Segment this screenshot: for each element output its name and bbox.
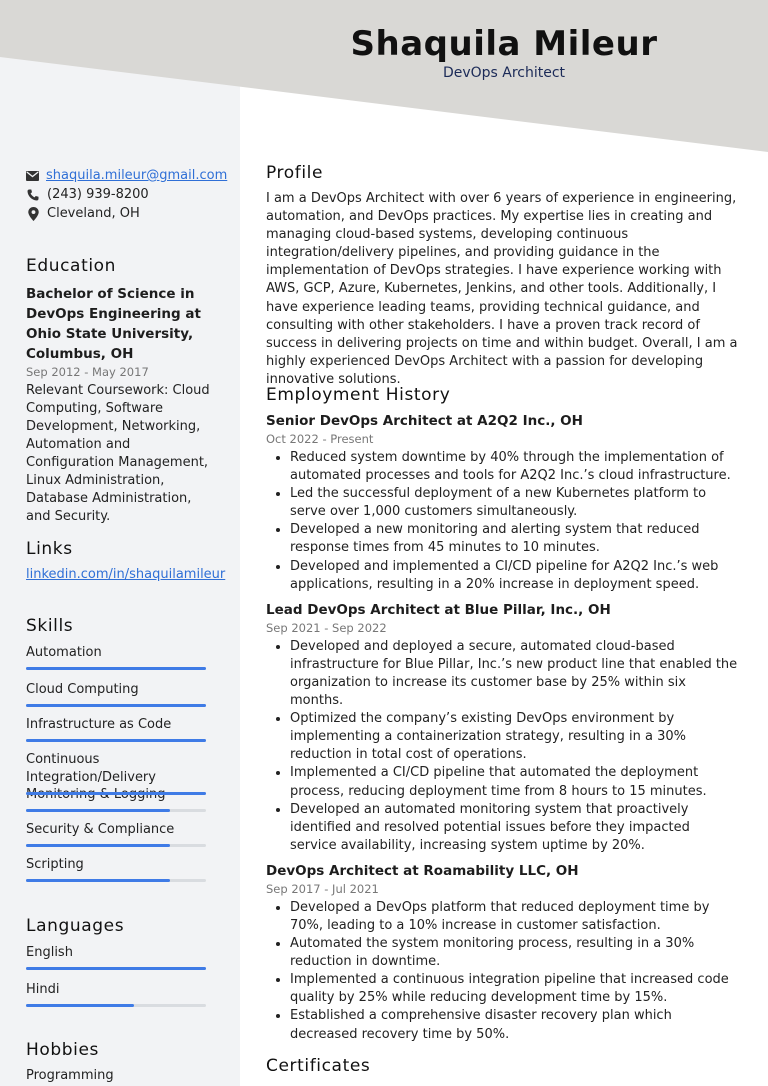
skill-label: Infrastructure as Code [26,717,172,732]
job-bullets [266,899,738,1044]
level-fill [26,967,206,970]
job-entry [266,600,738,855]
level-fill [26,739,206,742]
envelope-icon [26,169,39,183]
job-entry [266,861,738,1044]
job-title: DevOps Architect at Roamability LLC, OH [266,862,579,879]
candidate-name: Shaquila Mileur [350,24,658,64]
job-bullet: • Developed a DevOps platform that reduced deployment time by 70%, leading to a 10% increase in customer satisfaction. [290,899,738,935]
employment-section [266,385,738,1044]
job-bullet: • Automated the system monitoring process, resulting in a 30% reduction in downtime. [290,935,738,971]
linkedin-link[interactable]: linkedin.com/in/shaquilamileur [26,567,226,582]
skills-list [26,636,218,881]
level-fill [26,879,170,882]
contact-phone-row [26,185,218,204]
language-level-bar [26,967,206,970]
skills-heading: Skills [26,616,74,636]
languages-section [26,916,218,1006]
skill-label: Automation [26,645,102,660]
level-fill [26,792,206,795]
language-label: English [26,945,73,960]
education-section [26,256,218,526]
job-bullet: • Developed and implemented a CI/CD pipeline for A2Q2 Inc.’s web applications, resulting in a 20% increase in deployment speed. [290,558,738,594]
language-level-bar [26,1004,206,1007]
job-title: Lead DevOps Architect at Blue Pillar, Inc., OH [266,601,611,618]
links-section [26,539,226,582]
level-fill [26,704,206,707]
job-bullet: • Developed and deployed a secure, automated cloud-based infrastructure for Blue Pillar, Inc.’s new product line that enabled the organization to increase its customer base by 25% within six months. [290,638,738,710]
skill-level-bar [26,879,206,882]
language-label: Hindi [26,982,60,997]
skill-label: Scripting [26,857,84,872]
profile-section [266,163,738,389]
job-dates: Sep 2017 - Jul 2021 [266,881,379,896]
location-text: Cleveland, OH [47,206,140,221]
hobbies-heading: Hobbies [26,1040,100,1060]
level-fill [26,844,170,847]
job-entry [266,411,738,594]
education-coursework: Relevant Coursework: Cloud Computing, Software Development, Networking, Automation and Configuration Management, Linux Administration, Database Administration, and Security. [26,383,210,524]
education-heading: Education [26,256,117,276]
skill-level-bar [26,667,206,670]
skill-item [26,706,218,741]
job-dates: Sep 2021 - Sep 2022 [266,620,387,635]
phone-icon [26,188,40,202]
skill-label: Cloud Computing [26,682,139,697]
profile-heading: Profile [266,163,324,183]
job-title: Senior DevOps Architect at A2Q2 Inc., OH [266,413,583,429]
skill-label: Security & Compliance [26,822,175,837]
job-bullet: • Implemented a continuous integration pipeline that increased code quality by 25% while reducing development time by 15%. [290,971,738,1007]
job-bullet: • Implemented a CI/CD pipeline that automated the deployment process, reducing deployment time from 8 hours to 15 minutes. [290,764,738,800]
job-bullets [266,638,738,855]
job-bullets [266,449,738,594]
skill-item [26,741,218,785]
skill-level-bar [26,704,206,707]
skill-label: Continuous Integration/Delivery [26,752,156,785]
phone-number: (243) 939-8200 [47,187,149,202]
job-bullet: • Optimized the company’s existing DevOps environment by implementing a containerization strategy, resulting in a 30% reduction in total cost of operations. [290,710,738,764]
skill-item [26,636,218,671]
job-bullet: • Led the successful deployment of a new Kubernetes platform to serve over 1,000 customers simultaneously. [290,485,738,521]
jobs-list [266,411,738,1044]
contact-location-row [26,204,218,223]
language-item [26,971,218,1006]
certificates-section [266,1056,738,1076]
links-heading: Links [26,539,73,559]
hobby-item: Programming [26,1068,114,1083]
job-bullet: • Established a comprehensive disaster recovery plan which decreased recovery time by 50%. [290,1007,738,1043]
email-link[interactable]: shaquila.mileur@gmail.com [46,168,228,183]
skill-level-bar [26,792,206,795]
skill-level-bar [26,809,206,812]
job-bullet: • Reduced system downtime by 40% through the implementation of automated processes and tools for A2Q2 Inc.’s cloud infrastructure. [290,449,738,485]
skill-item [26,671,218,706]
contact-block [26,166,228,223]
employment-heading: Employment History [266,385,451,405]
skills-section [26,616,218,881]
candidate-title: DevOps Architect [442,65,566,81]
job-dates: Oct 2022 - Present [266,432,374,446]
education-dates: Sep 2012 - May 2017 [26,365,149,379]
profile-text: I am a DevOps Architect with over 6 years of experience in engineering, automation, and DevOps practices. My expertise lies in creating and managing cloud-based systems, developing continuous integration/delivery pipelines, and providing guidance in the implementation of DevOps strategies. I have experience working with AWS, GCP, Azure, Kubernetes, Jenkins, and other tools. Additionally, I have experience leading teams, providing technical guidance, and consulting with other stakeholders. I have a proven track record of success in delivering projects on time and within budget. Overall, I am a highly experienced DevOps Architect with a passion for developing innovative solutions. [266,191,738,387]
job-bullet: • Developed an automated monitoring system that proactively identified and resolved potential issues before they impacted service availability, increasing system uptime by 20%. [290,801,738,855]
hobbies-section [26,1040,218,1083]
job-bullet: • Developed a new monitoring and alerting system that reduced response times from 45 minutes to 10 minutes. [290,521,738,557]
contact-email-row [26,166,228,185]
languages-heading: Languages [26,916,125,936]
languages-list [26,936,218,1006]
skill-item [26,846,218,881]
level-fill [26,1004,134,1007]
language-item [26,936,218,971]
level-fill [26,809,170,812]
skill-item [26,811,218,846]
skill-level-bar [26,844,206,847]
location-pin-icon [26,207,40,221]
skill-level-bar [26,739,206,742]
education-degree: Bachelor of Science in DevOps Engineering at Ohio State University, Columbus, OH [26,286,201,362]
certificates-heading: Certificates [266,1056,371,1076]
level-fill [26,667,206,670]
